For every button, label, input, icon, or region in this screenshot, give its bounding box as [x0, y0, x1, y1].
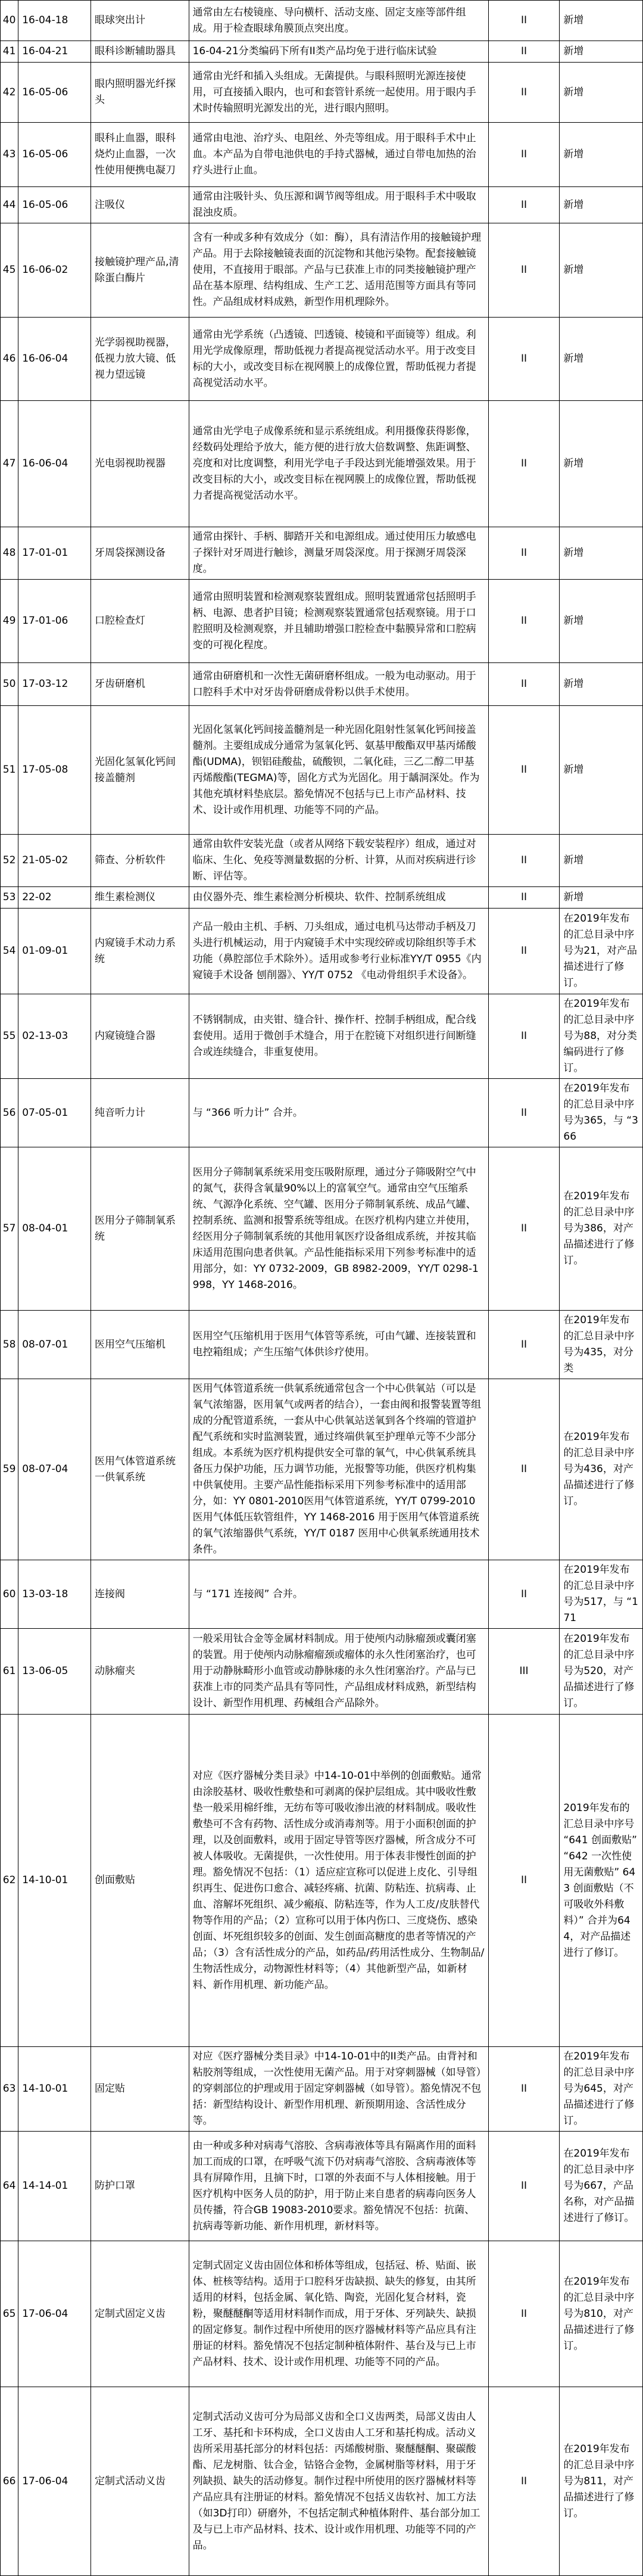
product-name-cell: 纯音听力计 — [91, 1079, 189, 1147]
remark-cell: 新增 — [560, 318, 643, 401]
management-class-cell: II — [488, 2387, 560, 2576]
category-code-cell: 14-10-01 — [18, 1715, 91, 2047]
management-class-cell: II — [488, 2047, 560, 2132]
product-description-cell: 一般采用钛合金等金属材料制成。用于使颅内动脉瘤颈或囊闭塞的装置。用于使颅内动脉瘤瘤颈或瘤体的永久性闭塞治疗，也可用于动静脉畸形小血管或动静脉瘘的永久性闭塞治疗。产品与已获准上市的同类产品具有等同性，产品组成材料成熟，新型结构设计、新型作用机理、药械组合产品除外。 — [189, 1629, 488, 1715]
management-class-cell: II — [488, 1079, 560, 1147]
remark-cell: 新增 — [560, 706, 643, 835]
product-description-cell: 由一种或多种对病毒气溶胶、含病毒液体等具有隔离作用的面料加工而成的口罩，在呼吸气流下仍对病毒气溶胶、含病毒液体等具有屏障作用，且摘下时，口罩的外表面不与人体相接触。用于医疗机构中医务人员的防护，用于防止来自患者的病毒向医务人员传播，符合GB 19083-2010要求。豁免情况不包括：抗菌、抗病毒等新功能、新作用机理，新材料等。 — [189, 2132, 488, 2241]
product-name-cell: 光学弱视助视器，低视力放大镜、低视力望远镜 — [91, 318, 189, 401]
remark-cell: 在2019年发布的汇总目录中序号为386，对产品描述进行了修订。 — [560, 1147, 643, 1311]
product-name-cell: 连接阀 — [91, 1560, 189, 1629]
remark-cell: 新增 — [560, 580, 643, 663]
remark-cell: 在2019年发布的汇总目录中序号为21，对产品描述进行了修订。 — [560, 909, 643, 994]
row-number-cell: 61 — [1, 1629, 18, 1715]
category-code-cell: 08-07-04 — [18, 1379, 91, 1560]
product-name-cell: 固定贴 — [91, 2047, 189, 2132]
product-description-cell: 通常由左右棱镜座、导向横杆、活动支座、固定支座等部件组成。用于检查眼球角膜顶点突出度。 — [189, 1, 488, 41]
table-row — [1, 123, 643, 187]
product-description-cell: 通常由光纤和插入头组成。无菌提供。与眼科照明光源连接使用，可直接插入眼内，也可和套管针系统一起使用。用于眼内手术时传输照明光源发出的光，进行眼内照明。 — [189, 63, 488, 123]
management-class-cell: II — [488, 1311, 560, 1379]
product-description-cell: 光固化氢氧化钙间接盖髓剂是一种光固化阻射性氢氧化钙间接盖髓剂。主要组成成分通常为氢氧化钙、氨基甲酸酯双甲基丙烯酸酯(UDMA)，钡铝硅酸盐，硫酸钡，二氧化硅，三乙二醇二甲基丙烯酸酯(TEGMA)等，固化方式为光固化。用于龋洞深处。作为其他充填材料垫底层。豁免情况不包括与已上市产品材料、技术、设计或作用机理、功能等不同的产品。 — [189, 706, 488, 835]
management-class-cell: II — [488, 663, 560, 706]
category-code-cell: 16-05-06 — [18, 123, 91, 187]
product-name-cell: 医用气体管道系统一供氧系统 — [91, 1379, 189, 1560]
product-name-cell: 光固化氢氧化钙间接盖髓剂 — [91, 706, 189, 835]
category-code-cell: 16-06-04 — [18, 401, 91, 527]
row-number-cell: 65 — [1, 2241, 18, 2387]
management-class-cell: II — [488, 401, 560, 527]
remark-cell: 在2019年发布的汇总目录中序号为520，对产品描述进行了修订。 — [560, 1629, 643, 1715]
product-name-cell: 口腔检查灯 — [91, 580, 189, 663]
remark-cell: 在2019年发布的汇总目录中序号为810，对产品描述进行了修订。 — [560, 2241, 643, 2387]
row-number-cell: 59 — [1, 1379, 18, 1560]
product-name-cell: 注吸仪 — [91, 187, 189, 223]
row-number-cell: 49 — [1, 580, 18, 663]
row-number-cell: 64 — [1, 2132, 18, 2241]
product-description-cell: 与 “171 连接阀” 合并。 — [189, 1560, 488, 1629]
remark-cell: 在2019年发布的汇总目录中序号为645，对产品描述进行了修订。 — [560, 2047, 643, 2132]
row-number-cell: 45 — [1, 223, 18, 318]
product-description-cell: 医用空气压缩机用于医用气体管等系统，可由气罐、连接装置和电控箱组成；产生压缩气体供诊疗使用。 — [189, 1311, 488, 1379]
table-row — [1, 1079, 643, 1147]
product-description-cell: 医用气体管道系统一供氧系统通常包含一个中心供氧站（可以是氧气浓缩器，医用氧气或两者的结合），一套由阀和报警装置等组成的分配管道系统，一套从中心供氧站送氧到各个终端的管道护配气系统和实时监测装置，通过终端供氧至护理单元等不少部分组成。本系统为医疗机构提供安全可靠的氧气，中心供氧系统具备压力保护功能，压力调节功能，光报警等功能，供医疗机构集中供氧使用。主要产品性能指标采用下列参考标准中的适用部分，如：YY 0801-2010医用气体管道系统，YY/T 0799-2010 医用气体低压软管组件，YY 1468-2016 用于医用气体管道系统的氧气浓缩器供气系统，YY/T 0187 医用中心供氧系统通用技术条件。 — [189, 1379, 488, 1560]
management-class-cell: III — [488, 1629, 560, 1715]
table-row — [1, 1629, 643, 1715]
product-name-cell: 动脉瘤夹 — [91, 1629, 189, 1715]
category-code-cell: 16-04-21 — [18, 41, 91, 63]
table-row — [1, 663, 643, 706]
product-description-cell: 对应《医疗器械分类目录》中14-10-01中的II类产品。由背衬和粘胶剂等组成，一次性使用无菌产品。用于对穿刺器械（如导管）的穿刺部位的护理或用于固定穿刺器械（如导管）。豁免情况不包括：新型结构设计、新型作用机理、新预期用途、含活性成分等。 — [189, 2047, 488, 2132]
management-class-cell: II — [488, 318, 560, 401]
category-code-cell: 14-14-01 — [18, 2132, 91, 2241]
category-code-cell: 08-07-01 — [18, 1311, 91, 1379]
table-row — [1, 706, 643, 835]
product-description-cell: 与 “366 听力计” 合并。 — [189, 1079, 488, 1147]
table-row — [1, 1379, 643, 1560]
category-code-cell: 17-03-12 — [18, 663, 91, 706]
management-class-cell: II — [488, 1715, 560, 2047]
management-class-cell: II — [488, 1560, 560, 1629]
table-row — [1, 1311, 643, 1379]
category-code-cell: 17-06-04 — [18, 2387, 91, 2576]
table-row — [1, 580, 643, 663]
table-row — [1, 835, 643, 887]
management-class-cell: II — [488, 223, 560, 318]
management-class-cell: II — [488, 706, 560, 835]
table-row — [1, 187, 643, 223]
category-code-cell: 16-06-04 — [18, 318, 91, 401]
product-name-cell: 医用分子筛制氧系统 — [91, 1147, 189, 1311]
product-description-cell: 通常由软件安装光盘（或者从网络下载安装程序）组成，通过对临床、生化、免疫等测量数据的分析、计算，从而对疾病进行诊断、评估等。 — [189, 835, 488, 887]
product-name-cell: 眼内照明器光纤探头 — [91, 63, 189, 123]
row-number-cell: 44 — [1, 187, 18, 223]
product-description-cell: 定制式活动义齿可分为局部义齿和全口义齿两类，局部义齿由人工牙、基托和卡环构成，全口义齿由人工牙和基托构成。活动义齿所采用基托部分的材料包括：丙烯酸树脂、聚醚醚酮、聚碳酸酯、尼龙树脂、钛合金，钴铬合金物，金属树脂等材料，用于牙列缺损、缺失的活动修复。制作过程中所使用的医疗器械材料等产品应具有注册证的材料。豁免情况不包括义齿软衬、加工方法（如3D打印）研磨外，不包括定制式种植体附件、基台部分加工及与已上市产品材料、技术、设计或作用机理、功能等不同的产品。 — [189, 2387, 488, 2576]
product-name-cell: 定制式活动义齿 — [91, 2387, 189, 2576]
category-code-cell: 01-09-01 — [18, 909, 91, 994]
remark-cell: 在2019年发布的汇总目录中序号为88，对分类编码进行了修订。 — [560, 994, 643, 1079]
remark-cell: 在2019年发布的汇总目录中序号为435，对分类 — [560, 1311, 643, 1379]
table-row — [1, 1715, 643, 2047]
remark-cell: 新增 — [560, 223, 643, 318]
row-number-cell: 46 — [1, 318, 18, 401]
row-number-cell: 47 — [1, 401, 18, 527]
row-number-cell: 41 — [1, 41, 18, 63]
category-code-cell: 14-10-01 — [18, 2047, 91, 2132]
remark-cell: 在2019年发布的汇总目录中序号为436，对产品描述进行了修订。 — [560, 1379, 643, 1560]
category-code-cell: 16-05-06 — [18, 187, 91, 223]
management-class-cell: II — [488, 2132, 560, 2241]
remark-cell: 新增 — [560, 527, 643, 580]
product-name-cell: 创面敷贴 — [91, 1715, 189, 2047]
remark-cell: 新增 — [560, 1, 643, 41]
category-code-cell: 16-04-18 — [18, 1, 91, 41]
category-code-cell: 17-05-08 — [18, 706, 91, 835]
row-number-cell: 63 — [1, 2047, 18, 2132]
remark-cell: 新增 — [560, 401, 643, 527]
row-number-cell: 51 — [1, 706, 18, 835]
product-name-cell: 内窥镜缝合器 — [91, 994, 189, 1079]
management-class-cell: II — [488, 123, 560, 187]
table-row — [1, 1, 643, 41]
category-code-cell: 17-06-04 — [18, 2241, 91, 2387]
product-description-cell: 16-04-21分类编码下所有II类产品均免于进行临床试验 — [189, 41, 488, 63]
table-row — [1, 2241, 643, 2387]
table-row — [1, 2387, 643, 2576]
table-row — [1, 1560, 643, 1629]
category-code-cell: 17-01-01 — [18, 527, 91, 580]
table-row — [1, 909, 643, 994]
table-row — [1, 2132, 643, 2241]
remark-cell: 新增 — [560, 663, 643, 706]
row-number-cell: 50 — [1, 663, 18, 706]
management-class-cell: II — [488, 41, 560, 63]
remark-cell: 新增 — [560, 187, 643, 223]
row-number-cell: 57 — [1, 1147, 18, 1311]
table-row — [1, 63, 643, 123]
management-class-cell: II — [488, 1147, 560, 1311]
product-name-cell: 光电弱视助视器 — [91, 401, 189, 527]
row-number-cell: 48 — [1, 527, 18, 580]
product-description-cell: 通常由探针、手柄、脚踏开关和电源组成。通过使用压力敏感电子探针对牙周进行触诊，测量牙周袋深度。用于探测牙周袋深度。 — [189, 527, 488, 580]
row-number-cell: 56 — [1, 1079, 18, 1147]
management-class-cell: II — [488, 580, 560, 663]
remark-cell: 在2019年发布的汇总目录中序号为667，产品名称，对产品描述进行了修订。 — [560, 2132, 643, 2241]
remark-cell: 新增 — [560, 835, 643, 887]
table-row — [1, 1147, 643, 1311]
category-code-cell: 17-01-06 — [18, 580, 91, 663]
table-row — [1, 318, 643, 401]
product-description-cell: 由仪器外壳、维生素检测分析模块、软件、控制系统组成 — [189, 887, 488, 909]
remark-cell: 在2019年发布的汇总目录中序号为811，对产品描述进行了修订。 — [560, 2387, 643, 2576]
management-class-cell: II — [488, 1, 560, 41]
remark-cell: 在2019年发布的汇总目录中序号为365，与 “366 — [560, 1079, 643, 1147]
remark-cell: 新增 — [560, 41, 643, 63]
product-description-cell: 产品一般由主机、手柄、刀头组成，通过电机马达带动手柄及刀头进行机械运动，用于内窥镜手术中实现绞碎或切除组织等手术功能（鼻腔部位手术除外）。适用或参考行业标准YY/T 0955《内窥镜手术设备 刨削器》、YY/T 0752 《电动骨组织手术设备》。 — [189, 909, 488, 994]
product-description-cell: 对应《医疗器械分类目录》中14-10-01中举例的创面敷贴。通常由涂胶基材、吸收性敷垫和可剥离的保护层组成。其中吸收性敷垫一般采用棉纤维，无纺布等可吸收渗出液的材料制成。吸收性敷垫可不含有药物、活性成分或消毒剂等。用于小面积创面的护理，以及创面敷料，或用于固定导管等医疗器械，所含成分不可被人体吸收。无菌提供，一次性使用。用于体表非慢性创面的护理。豁免情况不包括：（1）适应症宣称可以促进上皮化、引导组织再生、促进伤口愈合、减轻疼痛、抗菌、防粘连、抗病毒、止血、溶解坏死组织、减少瘢痕、防粘连等，作为人工皮/皮肤替代物等作用的产品；（2）宣称可以用于体内伤口、三度烧伤、感染创面、坏死组织较多的创面、发生创面高糖度的患者等情况的产品；（3）含有活性成分的产品，如药品/药用活性成分、生物制品/生物活性成分，动物源性材料等；（4）其他新型产品，如新材料、新作用机理、新功能产品。 — [189, 1715, 488, 2047]
table-row — [1, 994, 643, 1079]
category-code-cell: 07-05-01 — [18, 1079, 91, 1147]
product-name-cell: 医用空气压缩机 — [91, 1311, 189, 1379]
category-code-cell: 13-06-05 — [18, 1629, 91, 1715]
remark-cell: 2019年发布的汇总目录中序号 “641 创面敷贴” “642 一次性使用无菌敷贴” 643 创面敷贴（不可吸收外科敷料）” 合并为644，对产品描述进行了修订。 — [560, 1715, 643, 2047]
product-description-cell: 通常由研磨机和一次性无菌研磨杯组成。一般为电动驱动。用于口腔科手术中对牙齿骨研磨成骨粉以供手术使用。 — [189, 663, 488, 706]
product-name-cell: 防护口罩 — [91, 2132, 189, 2241]
product-name-cell: 牙齿研磨机 — [91, 663, 189, 706]
product-name-cell: 维生素检测仪 — [91, 887, 189, 909]
product-name-cell: 牙周袋探测设备 — [91, 527, 189, 580]
product-name-cell: 接触镜护理产品,清除蛋白酶片 — [91, 223, 189, 318]
row-number-cell: 43 — [1, 123, 18, 187]
table-row — [1, 223, 643, 318]
row-number-cell: 52 — [1, 835, 18, 887]
category-code-cell: 08-04-01 — [18, 1147, 91, 1311]
category-code-cell: 02-13-03 — [18, 994, 91, 1079]
row-number-cell: 42 — [1, 63, 18, 123]
management-class-cell: II — [488, 994, 560, 1079]
product-name-cell: 筛查、分析软件 — [91, 835, 189, 887]
row-number-cell: 60 — [1, 1560, 18, 1629]
remark-cell: 新增 — [560, 63, 643, 123]
row-number-cell: 55 — [1, 994, 18, 1079]
product-description-cell: 通常由注吸针头、负压源和调节阀等组成。用于眼科手术中吸取混浊皮质。 — [189, 187, 488, 223]
table-row — [1, 401, 643, 527]
table-row — [1, 41, 643, 63]
remark-cell: 在2019年发布的汇总目录中序号为517，与 “171 — [560, 1560, 643, 1629]
row-number-cell: 53 — [1, 887, 18, 909]
table-row — [1, 527, 643, 580]
category-code-cell: 13-03-18 — [18, 1560, 91, 1629]
row-number-cell: 40 — [1, 1, 18, 41]
management-class-cell: II — [488, 63, 560, 123]
product-description-cell: 通常由光学系统（凸透镜、凹透镜、棱镜和平面镜等）组成。利用光学成像原理，帮助低视力者提高视觉活动水平。用于改变目标的大小，或改变目标在视网膜上的成像位置，帮助低视力者提高视觉活动水平。 — [189, 318, 488, 401]
remark-cell: 新增 — [560, 887, 643, 909]
category-code-cell: 21-05-02 — [18, 835, 91, 887]
product-description-cell: 通常由光学电子成像系统和显示系统组成。利用摄像获得影像，经数码处理给予放大，能方便的进行放大倍数调整、焦距调整、亮度和对比度调整，利用光学电子手段达到光能增强效果。用于改变目标的大小，或改变目标在视网膜上的成像位置，帮助低视力者提高视觉活动水平。 — [189, 401, 488, 527]
row-number-cell: 54 — [1, 909, 18, 994]
product-description-cell: 医用分子筛制氧系统采用变压吸附原理，通过分子筛吸附空气中的氮气，获得含氧量90%以上的富氧空气。通常由空气压缩系统、气源净化系统、空气罐、医用分子筛制氧系统、成品气罐、控制系统、监测和报警系统等组成。在医疗机构内建立并使用，经医用分子筛制氧系统的其他用氧医疗设备组成系统，并按其临床适用范围向患者供氧。产品性能指标采用下列参考标准中的适用部分，如：YY 0732-2009，GB 8982-2009，YY/T 0298-1998，YY 1468-2016。 — [189, 1147, 488, 1311]
product-name-cell: 眼球突出计 — [91, 1, 189, 41]
management-class-cell: II — [488, 187, 560, 223]
category-code-cell: 16-05-06 — [18, 63, 91, 123]
product-name-cell: 内窥镜手术动力系统 — [91, 909, 189, 994]
row-number-cell: 58 — [1, 1311, 18, 1379]
row-number-cell: 62 — [1, 1715, 18, 2047]
management-class-cell: II — [488, 909, 560, 994]
management-class-cell: II — [488, 2241, 560, 2387]
management-class-cell: II — [488, 527, 560, 580]
table-row — [1, 2047, 643, 2132]
table-row — [1, 887, 643, 909]
management-class-cell: II — [488, 1379, 560, 1560]
product-description-cell: 不锈钢制成，由夹钳、缝合针、操作杆、控制手柄组成，配合线套使用。适用于微创手术缝合，用于在腔镜下对组织进行间断缝合或连续缝合，非重复使用。 — [189, 994, 488, 1079]
management-class-cell: II — [488, 835, 560, 887]
catalog-table-body — [1, 1, 643, 2576]
product-description-cell: 通常由照明装置和检测观察装置组成。照明装置通常包括照明手柄、电源、患者护目镜；检测观察装置通常包括观察镜。用于口腔照明及检测观察，并且辅助增强口腔检查中黏膜异常和口腔病变的可视化程度。 — [189, 580, 488, 663]
product-description-cell: 含有一种或多种有效成分（如：酶），具有清洁作用的接触镜护理产品。用于去除接触镜表面的沉淀物和其他污染物。配套接触镜使用，不直接用于眼部。产品与已获准上市的同类接触镜护理产品在基本原理、结构组成、生产工艺、适用范围等方面具有等同性。产品组成材料成熟，新型作用机理除外。 — [189, 223, 488, 318]
product-name-cell: 定制式固定义齿 — [91, 2241, 189, 2387]
category-code-cell: 16-06-02 — [18, 223, 91, 318]
product-description-cell: 通常由电池、治疗头、电阻丝、外壳等组成。用于眼科手术中止血。本产品为自带电池供电的手持式器械，通过自带电加热的治疗头进行止血。 — [189, 123, 488, 187]
management-class-cell: II — [488, 887, 560, 909]
product-name-cell: 眼科诊断辅助器具 — [91, 41, 189, 63]
remark-cell: 新增 — [560, 123, 643, 187]
product-name-cell: 眼科止血器，眼科烧灼止血器，一次性使用便携电凝刀 — [91, 123, 189, 187]
row-number-cell: 66 — [1, 2387, 18, 2576]
product-description-cell: 定制式固定义齿由固位体和桥体等组成，包括冠、桥、贴面、嵌体、桩核等结构。适用于口腔科牙齿缺损、缺失的修复，由其所适用的材料，包括金属、氧化锆、陶瓷，光固化复合材料，瓷粉，聚醚醚酮等适用材料制作而成，用于牙体、牙列缺失、缺损的固定修复。制作过程中所使用的医疗器械材料等产品应具有注册证的材料。豁免情况不包括定制种植体附件、基台及与已上市产品材料、技术、设计或作用机理、功能等不同的产品。 — [189, 2241, 488, 2387]
category-code-cell: 22-02 — [18, 887, 91, 909]
